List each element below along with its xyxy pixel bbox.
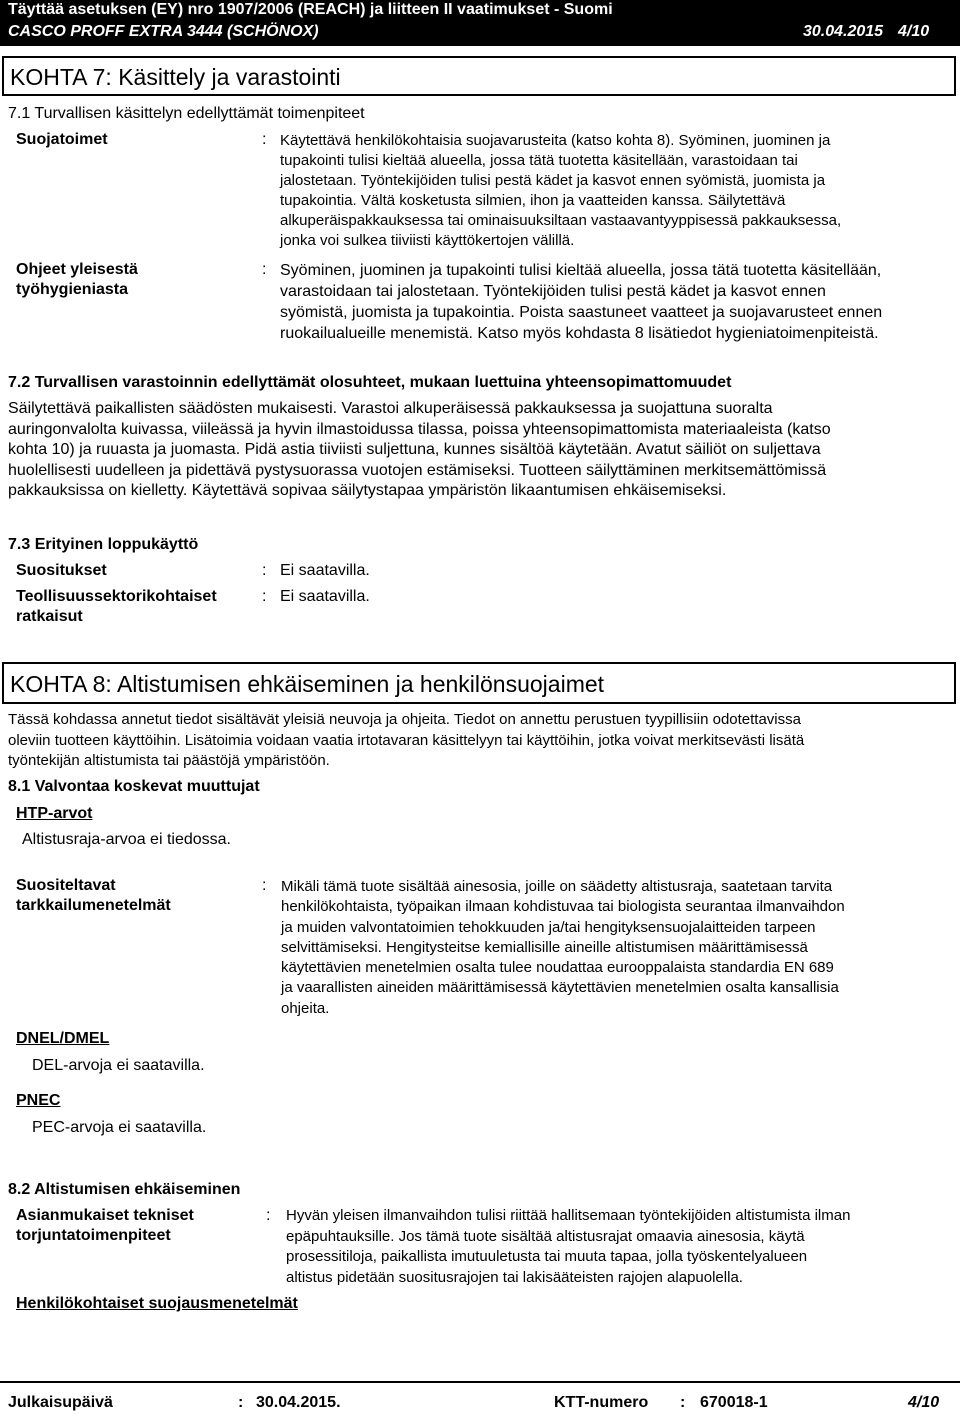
text-line: tupakointi tulisi kieltää alueella, jossa tätä tuotetta käsitellään, varastoidaan tai: [280, 152, 798, 169]
text-line: alkuperäispakkauksessa tai ominaisuuksiltaan vastaavantyyppisessä pakkauksessa,: [280, 212, 842, 229]
pnec-label: PNEC: [16, 1092, 61, 1109]
suositukset-value: Ei saatavilla.: [280, 562, 370, 579]
text-line: jalostetaan. Työntekijöiden tulisi pestä kädet ja kasvot ennen syömistä, juomista ja: [280, 172, 826, 189]
suositukset-label: Suositukset: [16, 562, 107, 579]
section-8-intro: [8, 710, 958, 772]
text-line: jonka voi sulkea tiiviisti käyttökertojen välillä.: [280, 232, 575, 249]
footer-issue-colon: :: [238, 1394, 244, 1411]
footer-ktt-label: KTT-numero: [554, 1394, 649, 1411]
product-name: CASCO PROFF EXTRA 3444 (SCHÖNOX): [8, 23, 319, 40]
text-line: ohjeita.: [281, 999, 330, 1017]
technical-controls-label-line-2: torjuntatoimenpiteet: [16, 1227, 171, 1244]
suojatoimet-colon: :: [262, 131, 267, 148]
pnec-value: PEC-arvoja ei saatavilla.: [32, 1119, 207, 1136]
footer-rule: [0, 1381, 960, 1383]
suojatoimet-text: [280, 131, 960, 251]
monitoring-label: [16, 876, 171, 916]
text-line: Mikäli tämä tuote sisältää ainesosia, joille on säädetty altistusraja, saatetaan tarvita: [281, 878, 833, 895]
subsection-8-2-title: 8.2 Altistumisen ehkäiseminen: [8, 1181, 241, 1198]
section-8-heading-box: [2, 662, 956, 704]
text-line: Syöminen, juominen ja tupakointi tulisi kieltää alueella, jossa tätä tuotetta käsitellään,: [280, 262, 882, 279]
dnel-label: DNEL/DMEL: [16, 1030, 110, 1047]
teollisuus-value: Ei saatavilla.: [280, 588, 370, 605]
teollisuus-label-line-1: Teollisuussektorikohtaiset: [16, 588, 217, 605]
text-line: auringonvalolta kuivassa, viileässä ja hyvin ilmastoidussa tilassa, poissa yhteensopimattomista materiaaleista (katso: [8, 420, 831, 438]
text-line: Säilytettävä paikallisten säädösten mukaisesti. Varastoi alkuperäisessä pakkauksessa ja suojattuna suoralta: [8, 400, 773, 417]
section-8-title: KOHTA 8: Altistumisen ehkäiseminen ja henkilönsuojaimet: [10, 671, 605, 697]
subsection-7-2-title: 7.2 Turvallisen varastoinnin edellyttämät olosuhteet, mukaan luettuina yhteensopimattomuudet: [8, 374, 732, 391]
htp-value: Altistusraja-arvoa ei tiedossa.: [22, 831, 231, 848]
monitoring-label-line-2: tarkkailumenetelmät: [16, 897, 171, 914]
technical-controls-label-line-1: Asianmukaiset tekniset: [16, 1207, 194, 1224]
text-line: ja muiden valvontatoimien tehokkuuden ja/tai hengityksensuojalaitteiden tarpeen: [281, 918, 816, 936]
section-7-title: KOHTA 7: Käsittely ja varastointi: [10, 64, 341, 90]
text-line: varastoidaan tai jalostetaan. Työntekijöiden tulisi pestä kädet ja kasvot ennen: [280, 283, 826, 300]
technical-controls-colon: :: [266, 1207, 271, 1224]
suositukset-colon: :: [262, 562, 267, 579]
footer-issue-value: 30.04.2015.: [256, 1394, 341, 1411]
teollisuus-label: [16, 587, 217, 627]
page-header: [0, 0, 960, 46]
regulation-line: Täyttää asetuksen (EY) nro 1907/2006 (REACH) ja liitteen II vaatimukset - Suomi: [8, 1, 613, 18]
text-line: työntekijän altistumista tai päästöjä ympäristöön.: [8, 752, 330, 769]
monitoring-text: [281, 877, 960, 1019]
hygiene-label-line-2: työhygieniasta: [16, 281, 129, 298]
text-line: pakkauksissa on kielletty. Käytettävä sopivaa säilytystapaa ympäristön likaantumisen ehkäisemiseksi.: [8, 482, 727, 499]
teollisuus-label-line-2: ratkaisut: [16, 608, 83, 625]
technical-controls-label: [16, 1206, 194, 1246]
hygiene-label: [16, 260, 138, 300]
text-line: Tässä kohdassa annetut tiedot sisältävät yleisiä neuvoja ja ohjeita. Tiedot on annettu perustuen tyypillisiin odotettavissa: [8, 711, 801, 728]
text-line: epäpuhtauksille. Jos tämä tuote sisältää altistusrajat omaavia ainesosia, käytä: [286, 1227, 805, 1245]
subsection-8-1-title: 8.1 Valvontaa koskevat muuttujat: [8, 778, 260, 795]
text-line: tupakointia. Vältä kosketusta silmien, ihon ja vaatteiden kanssa. Säilytettävä: [280, 192, 786, 209]
footer-page: 4/10: [908, 1394, 940, 1411]
monitoring-colon: :: [262, 877, 267, 894]
text-line: selvittämiseksi. Hengitysteitse kemiallisille aineille altistumisen määrittämisessä: [281, 938, 808, 956]
technical-controls-text: [286, 1206, 960, 1288]
subsection-7-2-text: [8, 399, 958, 502]
header-date: 30.04.2015: [803, 23, 884, 40]
text-line: prosessitiloja, paikallista imutuuletusta tai muuta tapaa, jolla työskentelyalueen: [286, 1248, 808, 1265]
text-line: altistus pidetään suositusrajojen tai lakisääteisten rajojen alapuolella.: [286, 1268, 743, 1286]
subsection-7-1-title: 7.1 Turvallisen käsittelyn edellyttämät toimenpiteet: [8, 105, 365, 122]
text-line: syömistä, juomista ja tupakointia. Poista saastuneet vaatteet ja suojavarusteet ennen: [280, 304, 883, 321]
footer-issue-label: Julkaisupäivä: [8, 1394, 113, 1411]
dnel-value: DEL-arvoja ei saatavilla.: [32, 1057, 205, 1074]
hygiene-colon: :: [262, 261, 267, 278]
teollisuus-colon: :: [262, 588, 267, 605]
suojatoimet-label: Suojatoimet: [16, 131, 108, 148]
hygiene-label-line-1: Ohjeet yleisestä: [16, 261, 138, 278]
text-line: oleviin tuotteen käyttöihin. Lisätoimia voidaan vaatia irtotavaran käsittelyyn tai käyttöihin, jotka voivat merkitsevästi lisätä: [8, 731, 805, 749]
footer-ktt-colon: :: [680, 1394, 686, 1411]
text-line: ja vaarallisten aineiden määrittämisessä käytettävien menetelmien osalta kansallisia: [281, 979, 839, 997]
text-line: Käytettävä henkilökohtaisia suojavarusteita (katso kohta 8). Syöminen, juominen ja: [280, 132, 831, 149]
ppe-label: Henkilökohtaiset suojausmenetelmät: [16, 1295, 298, 1312]
text-line: huolellisesti uudelleen ja pidettävä pystysuorassa vuotojen estämiseksi. Tuotteen säilyttäminen merkitsemättömissä: [8, 461, 827, 479]
hygiene-text: [280, 260, 960, 344]
header-page: 4/10: [898, 23, 930, 40]
text-line: käytettävien menetelmien osalta tulee noudattaa eurooppalaista standardia EN 689: [281, 959, 834, 977]
htp-label: HTP-arvot: [16, 805, 93, 822]
text-line: henkilökohtaista, työpaikan ilmaan kohdistuvaa tai biologista seurantaa ilmanvaihdon: [281, 898, 845, 916]
text-line: Hyvän yleisen ilmanvaihdon tulisi riittää hallitsemaan työntekijöiden altistumista ilman: [286, 1207, 851, 1224]
text-line: ruokailualueille menemistä. Katso myös kohdasta 8 lisätiedot hygieniatoimenpiteistä.: [280, 325, 879, 342]
monitoring-label-line-1: Suositeltavat: [16, 877, 116, 894]
subsection-7-3-title: 7.3 Erityinen loppukäyttö: [8, 536, 199, 553]
footer-ktt-value: 670018-1: [700, 1394, 768, 1411]
text-line: kohta 10) ja ruuasta ja juomasta. Pidä astia tiiviisti suljettuna, kunnes sisältöä käytetään. Avatut säiliöt on suljettava: [8, 441, 821, 458]
section-7-heading-box: [2, 56, 956, 96]
